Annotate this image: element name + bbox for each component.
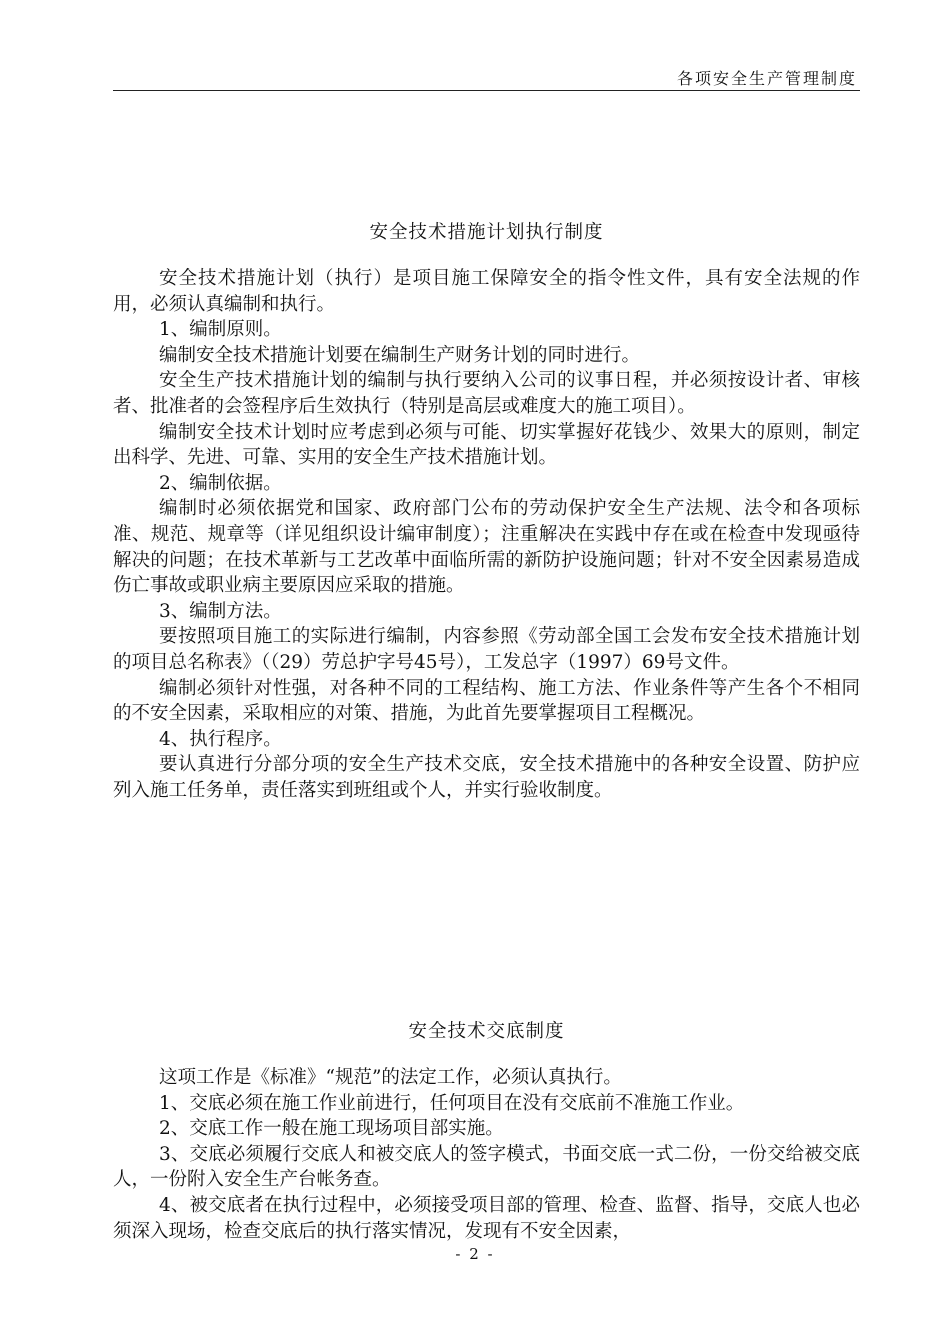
running-header: 各项安全生产管理制度 bbox=[676, 69, 857, 88]
paragraph: 编制安全技术措施计划要在编制生产财务计划的同时进行。 bbox=[159, 344, 641, 366]
header-divider bbox=[113, 90, 860, 91]
paragraph: 3、交底必须履行交底人和被交底人的签字模式，书面交底一式二份，一份交给被交底人，一份附入安全生产台帐务查。 bbox=[113, 1143, 860, 1191]
paragraph: 2、编制依据。 bbox=[159, 472, 282, 494]
paragraph: 要认真进行分部分项的安全生产技术交底，安全技术措施中的各种安全设置、防护应列入施工任务单，责任落实到班组或个人，并实行验收制度。 bbox=[113, 754, 860, 801]
paragraph: 安全技术措施计划（执行）是项目施工保障安全的指令性文件，具有安全法规的作用，必须认真编制和执行。 bbox=[113, 268, 860, 315]
paragraph: 编制时必须依据党和国家、政府部门公布的劳动保护安全生产法规、法令和各项标准、规范、规章等（详见组织设计编审制度）；注重解决在实践中存在或在检查中发现亟待解决的问题；在技术革新与工艺改革中面临所需的新防护设施问题；针对不安全因素易造成伤亡事故或职业病主要原因应采取的措施。 bbox=[113, 498, 860, 597]
paragraph: 编制安全技术计划时应考虑到必须与可能、切实掌握好花钱少、效果大的原则，制定出科学、先进、可靠、实用的安全生产技术措施计划。 bbox=[113, 421, 860, 469]
paragraph: 2、交底工作一般在施工现场项目部实施。 bbox=[159, 1118, 504, 1140]
paragraph: 4、执行程序。 bbox=[159, 728, 282, 750]
section-safety-measures-plan bbox=[113, 218, 860, 803]
paragraph: 这项工作是《标准》“规范”的法定工作，必须认真执行。 bbox=[159, 1067, 622, 1088]
paragraph: 1、交底必须在施工作业前进行，任何项目在没有交底前不准施工作业。 bbox=[159, 1092, 745, 1114]
page-number: - 2 - bbox=[455, 1245, 495, 1263]
paragraph: 3、编制方法。 bbox=[159, 600, 282, 622]
paragraph: 安全生产技术措施计划的编制与执行要纳入公司的议事日程，并必须按设计者、审核者、批准者的会签程序后生效执行（特别是高层或难度大的施工项目）。 bbox=[113, 370, 860, 417]
section-title: 安全技术措施计划执行制度 bbox=[369, 222, 604, 243]
section-title: 安全技术交底制度 bbox=[408, 1021, 565, 1042]
section-safety-briefing bbox=[113, 1017, 860, 1244]
paragraph: 要按照项目施工的实际进行编制，内容参照《劳动部全国工会发布安全技术措施计划的项目总名称表》（（29）劳总护字号45号），工发总字（1997）69号文件。 bbox=[113, 626, 860, 673]
paragraph: 4、被交底者在执行过程中，必须接受项目部的管理、检查、监督、指导，交底人也必须深入现场，检查交底后的执行落实情况，发现有不安全因素， bbox=[113, 1194, 860, 1242]
paragraph: 编制必须针对性强，对各种不同的工程结构、施工方法、作业条件等产生各个不相同的不安全因素，采取相应的对策、措施，为此首先要掌握项目工程概况。 bbox=[113, 677, 860, 725]
paragraph: 1、编制原则。 bbox=[159, 319, 282, 341]
